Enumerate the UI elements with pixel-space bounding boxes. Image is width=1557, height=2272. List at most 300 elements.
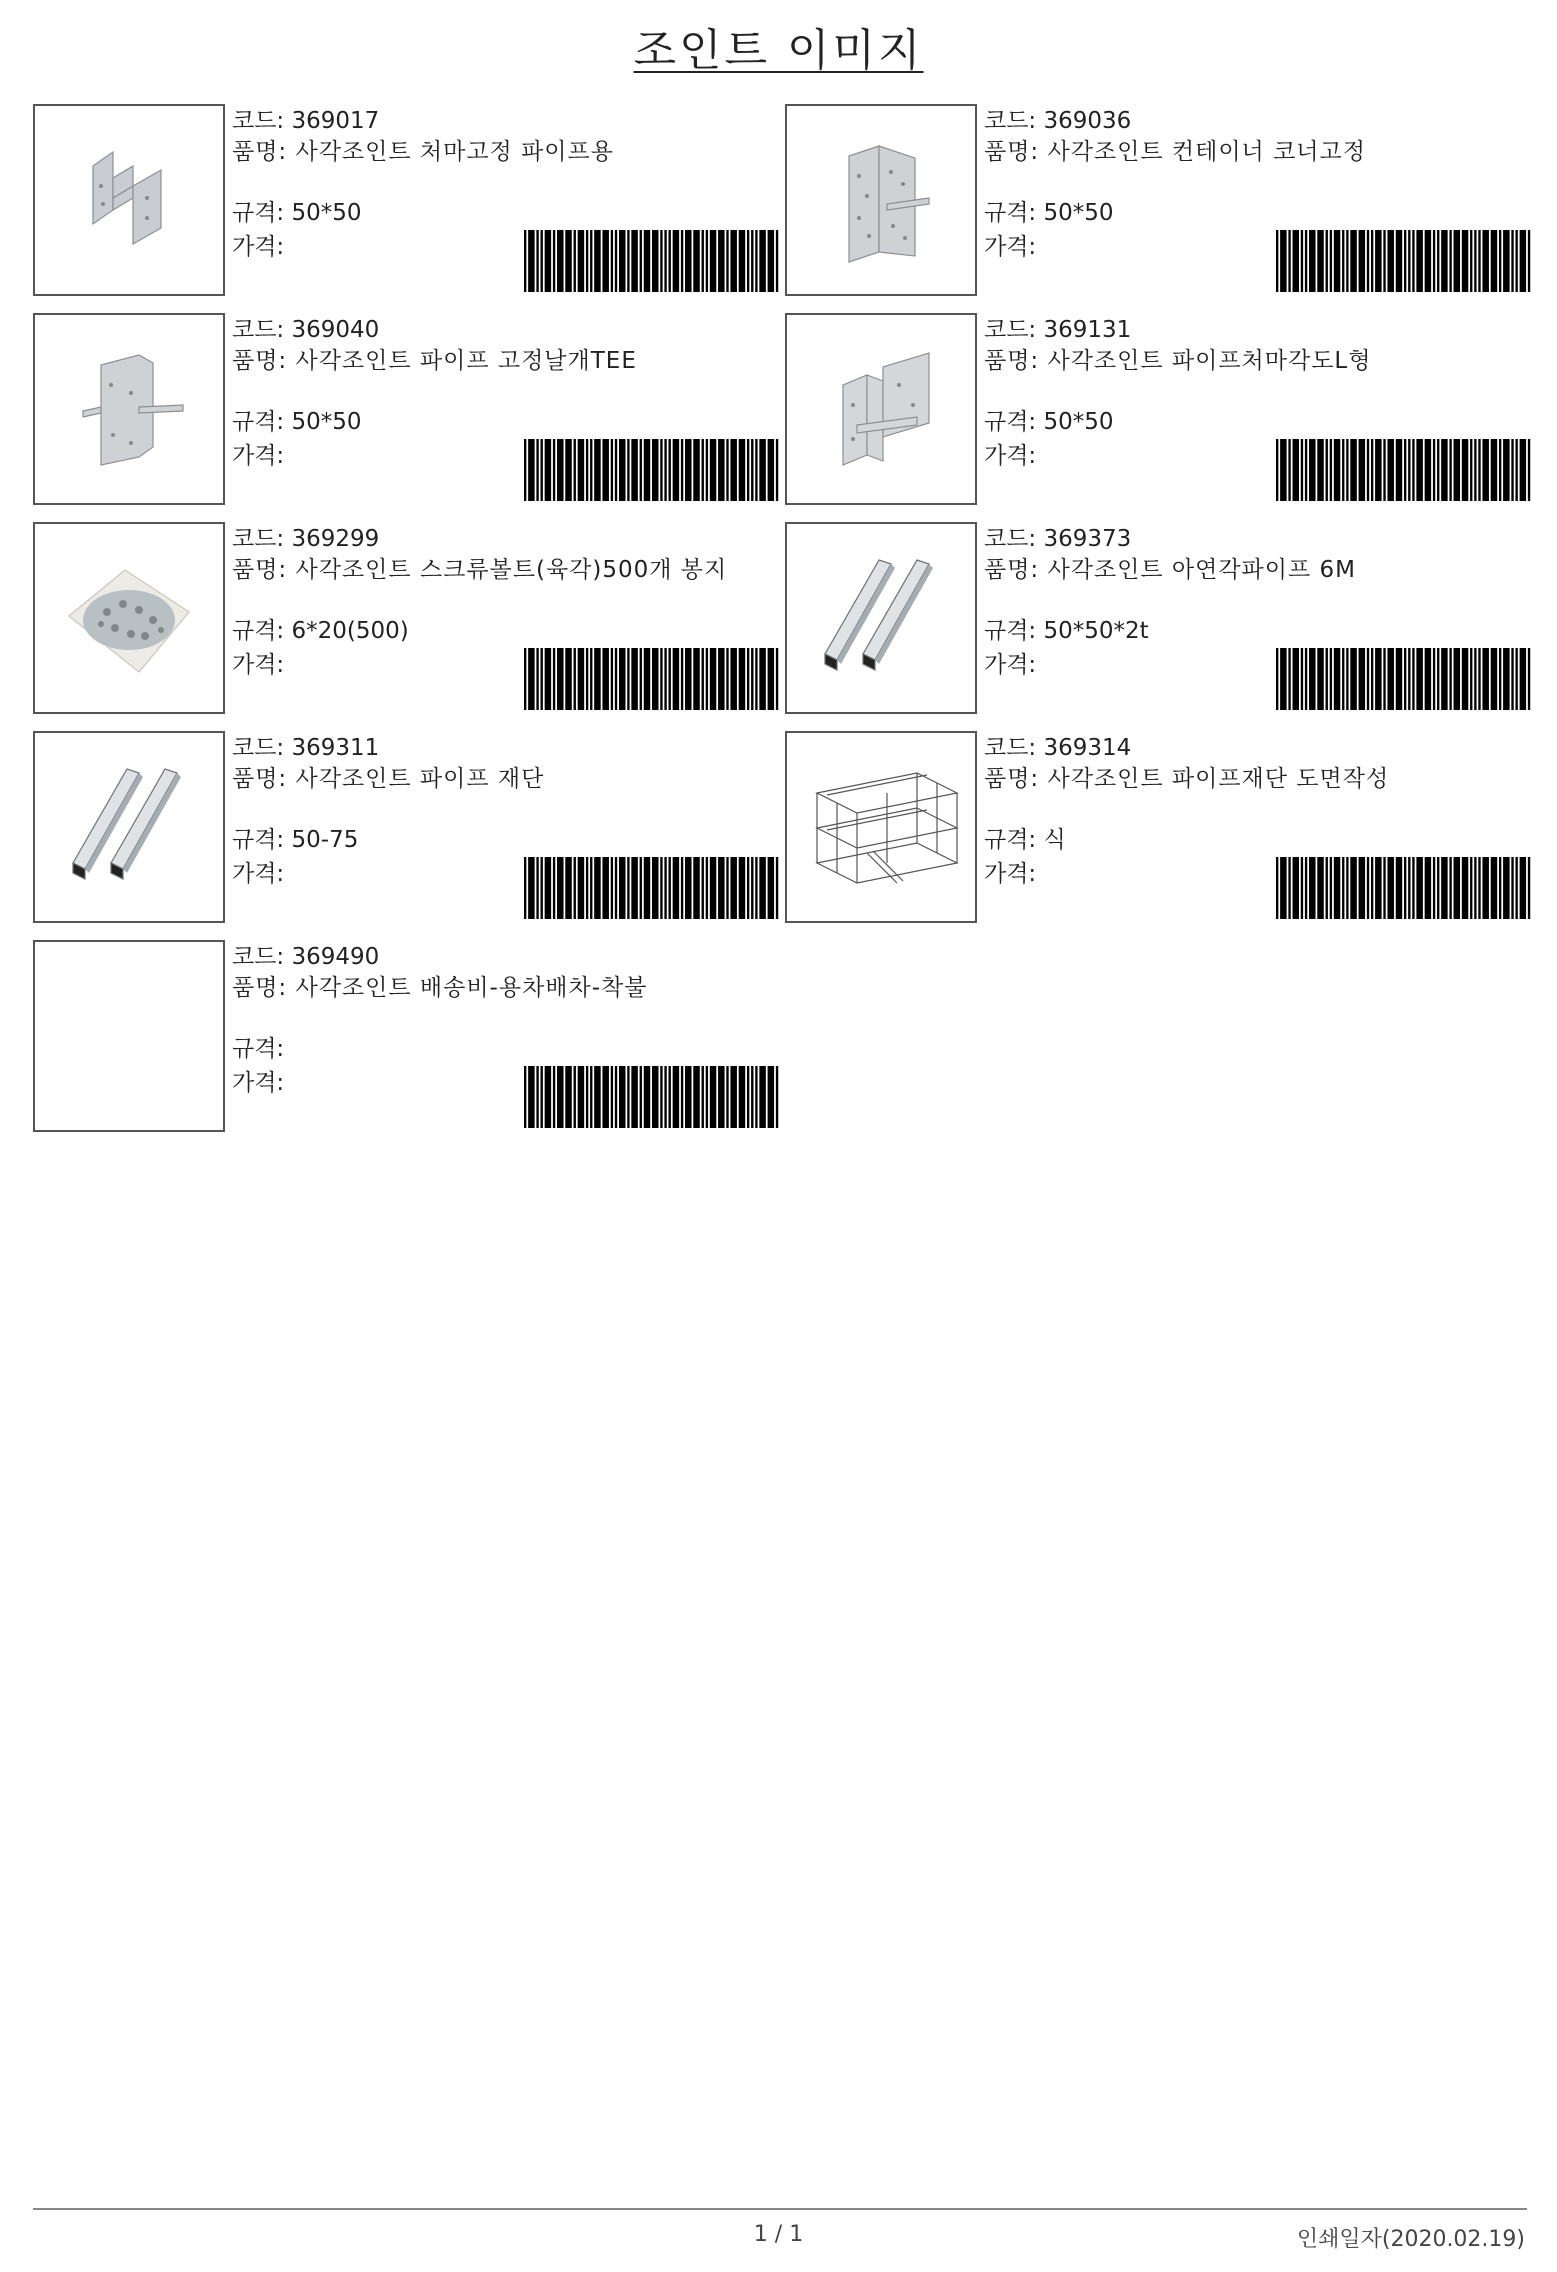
barcode-bar: [1375, 857, 1377, 919]
barcode-bar: [547, 230, 549, 292]
barcode-bar: [1367, 648, 1369, 710]
bracket-h-icon: [35, 106, 223, 294]
item-spec-line: [232, 407, 362, 437]
barcode-bar: [1470, 648, 1472, 710]
barcode-bar: [689, 1066, 691, 1128]
barcode-bar: [654, 1066, 656, 1128]
barcode-bar: [772, 857, 774, 919]
barcode-bar: [1520, 439, 1522, 501]
barcode-bar: [611, 230, 613, 292]
barcode-bar: [726, 648, 728, 710]
barcode-bar: [1511, 439, 1513, 501]
barcode-bar: [559, 230, 561, 292]
item-price-line: [984, 441, 1036, 471]
barcode-bar: [1505, 857, 1507, 919]
barcode-bar: [761, 857, 763, 919]
barcode-bar: [547, 648, 549, 710]
barcode-bar: [528, 857, 530, 919]
item-spec: 50-75: [291, 827, 359, 853]
barcode-bar: [1336, 439, 1338, 501]
barcode-bar: [557, 857, 559, 919]
barcode-bar: [567, 439, 569, 501]
barcode-bar: [1390, 648, 1392, 710]
barcode-bar: [1319, 648, 1321, 710]
barcode-bar: [530, 439, 532, 501]
name-label: 품명:: [232, 557, 288, 583]
spec-label: 규격:: [984, 618, 1037, 644]
barcode-bar: [1425, 439, 1427, 501]
barcode-bar: [1367, 230, 1369, 292]
barcode-bar: [761, 230, 763, 292]
barcode-bar: [1449, 230, 1451, 292]
barcode-bar: [652, 857, 654, 919]
barcode-bar: [607, 1066, 609, 1128]
barcode-bar: [1425, 648, 1427, 710]
barcode-bar: [689, 857, 691, 919]
barcode-bar: [722, 857, 724, 919]
item-spec-line: [232, 616, 409, 646]
price-label: 가격:: [232, 652, 285, 678]
barcode-bar: [627, 230, 629, 292]
barcode-bar: [1491, 857, 1493, 919]
barcode-bar: [1319, 857, 1321, 919]
barcode-bar: [735, 230, 737, 292]
barcode-bar: [557, 230, 559, 292]
barcode-bar: [621, 439, 623, 501]
barcode-bar: [1377, 857, 1379, 919]
barcode-bar: [654, 857, 656, 919]
barcode-bar: [697, 230, 699, 292]
barcode-bar: [739, 439, 741, 501]
barcode-bar: [1400, 857, 1402, 919]
barcode-bar: [1396, 230, 1398, 292]
barcode-bar: [685, 439, 687, 501]
barcode-bar: [557, 439, 559, 501]
code-label: 코드:: [984, 108, 1037, 134]
barcode-bar: [751, 439, 753, 501]
item-code: 369017: [291, 108, 380, 134]
barcode-bar: [567, 857, 569, 919]
barcode-bar: [1454, 230, 1456, 292]
barcode-bar: [561, 857, 563, 919]
barcode-bar: [677, 857, 679, 919]
barcode-bar: [530, 1066, 532, 1128]
spec-label: 규격:: [232, 827, 285, 853]
barcode-bar: [627, 439, 629, 501]
barcode-bar: [1515, 648, 1517, 710]
barcode-bar: [578, 857, 580, 919]
barcode-bar: [702, 648, 704, 710]
barcode-bar: [669, 439, 671, 501]
barcode-bar: [1505, 648, 1507, 710]
barcode-bar: [702, 857, 704, 919]
barcode-bar: [1359, 648, 1361, 710]
barcode-bar: [1334, 857, 1336, 919]
name-label: 품명:: [232, 975, 288, 1001]
product-image: [785, 313, 977, 505]
barcode-bar: [1383, 648, 1385, 710]
barcode-bar: [640, 1066, 642, 1128]
barcode-bar: [1454, 648, 1456, 710]
item-spec: 50*50*2t: [1043, 618, 1149, 644]
barcode-bar: [1330, 439, 1332, 501]
barcode-bar: [1418, 857, 1420, 919]
barcode-bar: [681, 857, 683, 919]
barcode-bar: [681, 648, 683, 710]
barcode-bar: [623, 857, 625, 919]
barcode-bar: [1528, 439, 1530, 501]
barcode-bar: [743, 230, 745, 292]
barcode-bar: [1352, 439, 1354, 501]
barcode-bar: [1433, 230, 1435, 292]
barcode-bar: [561, 230, 563, 292]
item-code-line: [232, 106, 379, 136]
barcode-bar: [759, 648, 761, 710]
barcode-bar: [656, 648, 658, 710]
barcode-bar: [1418, 648, 1420, 710]
barcode-bar: [635, 857, 637, 919]
barcode-bar: [706, 1066, 708, 1128]
barcode-bar: [1408, 439, 1410, 501]
barcode-bar: [1311, 230, 1313, 292]
barcode-bar: [646, 439, 648, 501]
barcode-bar: [1317, 648, 1319, 710]
barcode-bar: [586, 439, 588, 501]
barcode-bar: [1515, 857, 1517, 919]
barcode-bar: [1511, 648, 1513, 710]
barcode-bar: [1326, 857, 1328, 919]
barcode-bar: [770, 1066, 772, 1128]
barcode-bar: [1387, 648, 1389, 710]
screw-bag-icon: [35, 524, 223, 712]
barcode-bar: [751, 230, 753, 292]
barcode-bar: [1404, 439, 1406, 501]
barcode-bar: [648, 439, 650, 501]
barcode-bar: [565, 230, 567, 292]
barcode-bar: [633, 857, 635, 919]
square-pipes-icon: [787, 524, 975, 712]
barcode-bar: [733, 230, 735, 292]
barcode-bar: [1377, 230, 1379, 292]
item-name-line: [232, 140, 772, 164]
barcode-bar: [635, 648, 637, 710]
barcode-bar: [1503, 648, 1505, 710]
barcode-bar: [763, 648, 765, 710]
barcode-bar: [578, 648, 580, 710]
barcode-bar: [1412, 230, 1414, 292]
barcode-bar: [695, 1066, 697, 1128]
barcode-bar: [1524, 230, 1526, 292]
barcode-bar: [646, 1066, 648, 1128]
barcode-bar: [1429, 439, 1431, 501]
price-label: 가격:: [984, 652, 1037, 678]
barcode-bar: [714, 230, 716, 292]
barcode-bar: [1437, 230, 1439, 292]
barcode-bar: [710, 439, 712, 501]
barcode-bar: [631, 230, 633, 292]
barcode-bar: [644, 439, 646, 501]
barcode-bar: [693, 230, 695, 292]
barcode-bar: [697, 439, 699, 501]
barcode-bar: [710, 1066, 712, 1128]
barcode-bar: [1342, 439, 1344, 501]
barcode-bar: [545, 1066, 547, 1128]
barcode-bar: [1398, 230, 1400, 292]
item-spec-line: [984, 616, 1149, 646]
barcode-bar: [1363, 439, 1365, 501]
barcode-bar: [623, 648, 625, 710]
barcode-bar: [685, 230, 687, 292]
barcode-bar: [660, 648, 662, 710]
barcode-bar: [751, 857, 753, 919]
barcode-bar: [1371, 439, 1373, 501]
barcode-bar: [739, 230, 741, 292]
barcode-bar: [1338, 439, 1340, 501]
item-price-line: [232, 859, 284, 889]
barcode-bar: [770, 648, 772, 710]
item-code: 369299: [291, 526, 380, 552]
barcode-bar: [1418, 439, 1420, 501]
barcode-bar: [549, 439, 551, 501]
barcode-bar: [1383, 439, 1385, 501]
barcode-bar: [1456, 857, 1458, 919]
barcode-bar: [1412, 857, 1414, 919]
item-name: 사각조인트 배송비-용차배차-착불: [295, 975, 648, 1001]
barcode-bar: [545, 439, 547, 501]
barcode-bar: [739, 1066, 741, 1128]
barcode-bar: [567, 648, 569, 710]
barcode-bar: [1482, 857, 1484, 919]
barcode-bar: [1443, 439, 1445, 501]
barcode-bar: [1421, 857, 1423, 919]
barcode-bar: [741, 439, 743, 501]
barcode-bar: [619, 230, 621, 292]
item-code-line: [984, 315, 1131, 345]
barcode-bar: [743, 439, 745, 501]
item-code: 369373: [1043, 526, 1132, 552]
item-price-line: [232, 650, 284, 680]
barcode-bar: [1456, 439, 1458, 501]
barcode-bar: [681, 230, 683, 292]
barcode: [524, 648, 780, 710]
barcode-bar: [541, 230, 543, 292]
barcode-bar: [619, 648, 621, 710]
barcode-bar: [706, 857, 708, 919]
barcode-bar: [627, 1066, 629, 1128]
barcode-bar: [1493, 439, 1495, 501]
barcode-bar: [605, 230, 607, 292]
barcode-bar: [615, 439, 617, 501]
barcode: [1276, 230, 1532, 292]
barcode-bar: [611, 857, 613, 919]
barcode-bar: [1334, 439, 1336, 501]
barcode-bar: [1474, 648, 1476, 710]
barcode-bar: [1354, 648, 1356, 710]
barcode-bar: [627, 857, 629, 919]
barcode-bar: [1499, 230, 1501, 292]
barcode-bar: [635, 1066, 637, 1128]
barcode-bar: [1522, 230, 1524, 292]
barcode-bar: [1485, 648, 1487, 710]
item-code-line: [984, 733, 1131, 763]
barcode-bar: [1524, 857, 1526, 919]
barcode-bar: [648, 648, 650, 710]
barcode-bar: [545, 648, 547, 710]
barcode-bar: [1511, 230, 1513, 292]
name-label: 품명:: [232, 766, 288, 792]
barcode-bar: [685, 648, 687, 710]
barcode-bar: [1297, 439, 1299, 501]
barcode-bar: [741, 648, 743, 710]
barcode-bar: [1350, 648, 1352, 710]
barcode-bar: [1427, 439, 1429, 501]
barcode-bar: [605, 648, 607, 710]
barcode-bar: [1367, 439, 1369, 501]
barcode-bar: [1449, 439, 1451, 501]
item-code: 369314: [1043, 735, 1132, 761]
barcode-bar: [1297, 648, 1299, 710]
barcode-bar: [768, 1066, 770, 1128]
barcode-bar: [1487, 648, 1489, 710]
barcode-bar: [602, 439, 604, 501]
barcode-bar: [1330, 230, 1332, 292]
barcode-bar: [541, 648, 543, 710]
barcode-bar: [1319, 439, 1321, 501]
barcode-bar: [652, 439, 654, 501]
barcode-bar: [1443, 857, 1445, 919]
barcode-bar: [547, 439, 549, 501]
barcode-bar: [547, 1066, 549, 1128]
barcode-bar: [1284, 648, 1286, 710]
item-price-line: [984, 859, 1036, 889]
barcode-bar: [677, 439, 679, 501]
barcode-bar: [770, 230, 772, 292]
barcode-bar: [1466, 439, 1468, 501]
barcode: [1276, 648, 1532, 710]
barcode-bar: [726, 1066, 728, 1128]
barcode-bar: [710, 648, 712, 710]
barcode-bar: [528, 439, 530, 501]
barcode-bar: [1427, 857, 1429, 919]
item-spec: 50*50: [291, 200, 362, 226]
barcode-bar: [1305, 439, 1307, 501]
barcode-bar: [607, 439, 609, 501]
barcode-bar: [547, 857, 549, 919]
barcode-bar: [594, 648, 596, 710]
item-spec-line: [984, 825, 1066, 855]
barcode-bar: [605, 857, 607, 919]
barcode-bar: [557, 1066, 559, 1128]
barcode-bar: [1377, 648, 1379, 710]
barcode-bar: [763, 230, 765, 292]
barcode-bar: [644, 648, 646, 710]
barcode-bar: [1458, 439, 1460, 501]
barcode-bar: [1363, 648, 1365, 710]
barcode-bar: [1309, 439, 1311, 501]
barcode-bar: [687, 439, 689, 501]
barcode-bar: [1429, 648, 1431, 710]
barcode-bar: [1416, 230, 1418, 292]
barcode-bar: [1305, 857, 1307, 919]
item-name-line: [232, 349, 772, 373]
barcode-bar: [1470, 230, 1472, 292]
barcode-bar: [635, 230, 637, 292]
barcode-bar: [768, 648, 770, 710]
item-spec: 50*50: [1043, 200, 1114, 226]
barcode-bar: [644, 857, 646, 919]
barcode-bar: [1284, 230, 1286, 292]
barcode-bar: [733, 648, 735, 710]
barcode-bar: [530, 857, 532, 919]
barcode-bar: [631, 439, 633, 501]
barcode-bar: [1425, 857, 1427, 919]
barcode-bar: [1400, 648, 1402, 710]
barcode-bar: [664, 648, 666, 710]
barcode-bar: [656, 857, 658, 919]
product-image: [785, 731, 977, 923]
barcode-bar: [541, 1066, 543, 1128]
barcode-bar: [730, 648, 732, 710]
barcode: [524, 439, 780, 501]
barcode-bar: [1326, 648, 1328, 710]
barcode-bar: [1441, 439, 1443, 501]
barcode-bar: [1309, 857, 1311, 919]
barcode-bar: [1499, 439, 1501, 501]
barcode-bar: [1416, 857, 1418, 919]
barcode-bar: [743, 648, 745, 710]
barcode-bar: [621, 1066, 623, 1128]
barcode-bar: [596, 439, 598, 501]
barcode-bar: [718, 1066, 720, 1128]
item-code: 369490: [291, 944, 380, 970]
barcode-bar: [695, 648, 697, 710]
barcode-bar: [712, 1066, 714, 1128]
barcode-bar: [1390, 230, 1392, 292]
barcode-bar: [733, 1066, 735, 1128]
barcode: [524, 857, 780, 919]
barcode-bar: [574, 230, 576, 292]
barcode-bar: [1359, 230, 1361, 292]
barcode-bar: [1354, 439, 1356, 501]
barcode-bar: [1330, 648, 1332, 710]
barcode-bar: [1462, 857, 1464, 919]
barcode-bar: [1392, 230, 1394, 292]
barcode-bar: [602, 230, 604, 292]
barcode-bar: [1371, 857, 1373, 919]
barcode-bar: [776, 857, 778, 919]
barcode-bar: [1482, 230, 1484, 292]
barcode-bar: [586, 857, 588, 919]
barcode-bar: [714, 439, 716, 501]
barcode-bar: [580, 1066, 582, 1128]
barcode-bar: [1367, 857, 1369, 919]
code-label: 코드:: [232, 317, 285, 343]
item-code-line: [232, 524, 379, 554]
barcode: [524, 1066, 780, 1128]
barcode-bar: [1288, 230, 1290, 292]
barcode-bar: [596, 648, 598, 710]
barcode-bar: [669, 857, 671, 919]
item-name-line: [232, 976, 772, 1000]
barcode-bar: [596, 1066, 598, 1128]
item-name: 사각조인트 컨테이너 코너고정: [1047, 139, 1366, 165]
barcode-bar: [635, 439, 637, 501]
barcode-bar: [1433, 648, 1435, 710]
barcode-bar: [1317, 857, 1319, 919]
barcode-bar: [1437, 439, 1439, 501]
barcode-bar: [768, 230, 770, 292]
barcode-bar: [1443, 648, 1445, 710]
